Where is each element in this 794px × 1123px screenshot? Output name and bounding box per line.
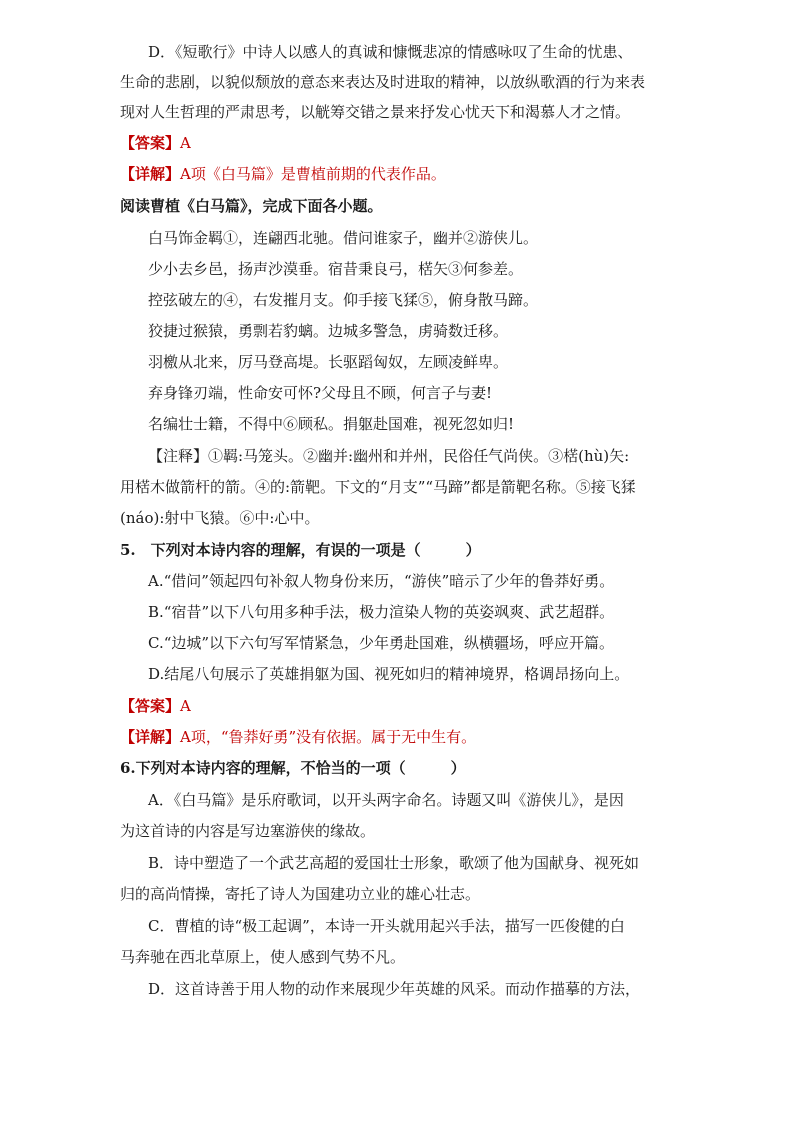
poem-line-4: 狡捷过猴猿，勇剽若豹螭。边城多警急，虏骑数迁移。 — [148, 322, 509, 340]
prev-option-d-line-1: D．《短歌行》中诗人以感人的真诚和慷慨悲凉的情感咏叹了生命的忧患、 — [148, 43, 633, 61]
explain-label: 【详解】 — [120, 165, 181, 183]
poem-line-1: 白马饰金羁①，连翩西北驰。借问谁家子，幽并②游侠儿。 — [148, 229, 539, 247]
prev-option-d-line-3: 现对人生哲理的严肃思考，以觥筹交错之景来抒发心忧天下和渴慕人才之情。 — [120, 103, 631, 121]
q5-option-a: A.“借问”领起四句补叙人物身份来历，“游侠”暗示了少年的鲁莽好勇。 — [148, 572, 615, 590]
q5-stem: 5. 下列对本诗内容的理解，有误的一项是（ ） — [120, 541, 481, 559]
prev-answer — [120, 133, 191, 153]
answer-value: A — [180, 134, 191, 152]
prev-option-d-line-2: 生命的悲剧，以貌似颓放的意态来表达及时进取的精神，以放纵歌酒的行为来表 — [120, 73, 646, 91]
q6-option-d-line-1: D．这首诗善于用人物的动作来展现少年英雄的风采。而动作描摹的方法， — [148, 980, 641, 998]
q6-option-c-line-1: C．曹植的诗“极工起调”，本诗一开头就用起兴手法，描写一匹俊健的白 — [148, 917, 625, 935]
answer-label: 【答案】 — [120, 697, 181, 715]
notes-line-2: 用楛木做箭杆的箭。④的:箭靶。下文的“月支”“马蹄”都是箭靶名称。⑤接飞猱 — [120, 478, 636, 496]
poem-line-6: 弃身锋刃端，性命安可怀?父母且不顾，何言子与妻! — [148, 384, 493, 402]
poem-line-5: 羽檄从北来，厉马登高堤。长驱蹈匈奴，左顾凌鲜卑。 — [148, 353, 509, 371]
q5-option-c: C.“边城”以下六句写军情紧急，少年勇赴国难，纵横疆场，呼应开篇。 — [148, 634, 615, 652]
poem-line-3: 控弦破左的④，右发摧月支。仰手接飞猱⑤，俯身散马蹄。 — [148, 291, 539, 309]
reading-intro: 阅读曹植《白马篇》，完成下面各小题。 — [120, 197, 383, 215]
q6-option-b-line-2: 归的高尚情操，寄托了诗人为国建功立业的雄心壮志。 — [120, 885, 481, 903]
explain-text: A项，“鲁莽好勇”没有依据。属于无中生有。 — [180, 728, 477, 746]
poem-line-2: 少小去乡邑，扬声沙漠垂。宿昔秉良弓，楛矢③何参差。 — [148, 260, 524, 278]
explain-text: A项《白马篇》是曹植前期的代表作品。 — [180, 165, 446, 183]
q5-answer — [120, 696, 191, 716]
q6-stem: 6.下列对本诗内容的理解，不恰当的一项（ ） — [120, 759, 466, 777]
prev-explanation — [120, 164, 446, 184]
q5-option-d: D.结尾八句展示了英雄捐躯为国、视死如归的精神境界，格调昂扬向上。 — [148, 665, 630, 683]
q6-option-a-line-1: A．《白马篇》是乐府歌词，以开头两字命名。诗题又叫《游侠儿》，是因 — [148, 791, 624, 809]
poem-line-7: 名编壮士籍，不得中⑥顾私。捐躯赴国难，视死忽如归! — [148, 415, 515, 433]
explain-label: 【详解】 — [120, 728, 181, 746]
answer-value: A — [180, 697, 191, 715]
q5-explanation — [120, 727, 476, 747]
q6-option-b-line-1: B．诗中塑造了一个武艺高超的爱国壮士形象，歌颂了他为国献身、视死如 — [148, 854, 640, 872]
answer-label: 【答案】 — [120, 134, 181, 152]
q5-option-b: B.“宿昔”以下八句用多种手法，极力渲染人物的英姿飒爽、武艺超群。 — [148, 603, 615, 621]
notes-line-3: (náo):射中飞猿。⑥中:心中。 — [120, 509, 320, 527]
notes-line-1: 【注释】①羁:马笼头。②幽并:幽州和并州，民俗任气尚侠。③楛(hù)矢: — [148, 447, 630, 465]
q6-option-c-line-2: 马奔驰在西北草原上，使人感到气势不凡。 — [120, 948, 406, 966]
q6-option-a-line-2: 为这首诗的内容是写边塞游侠的缘故。 — [120, 822, 376, 840]
